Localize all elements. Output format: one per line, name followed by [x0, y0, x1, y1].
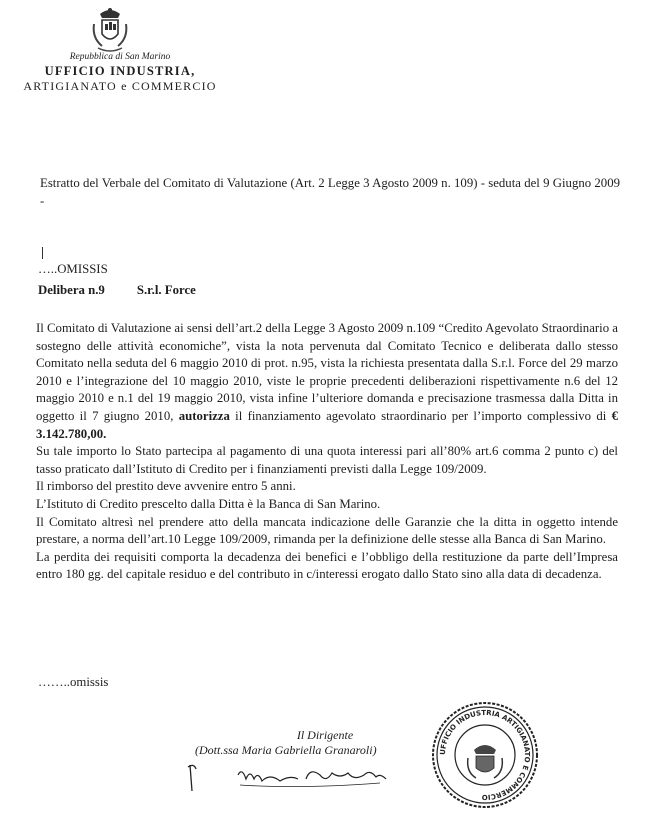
- paragraph-1-mid: il finanziamento agevolato straordinario per l’importo complessivo di: [229, 408, 612, 423]
- delibera-firm: S.r.l. Force: [136, 283, 196, 297]
- svg-text:UFFICIO INDUSTRIA ARTIGIANATO: [439, 709, 531, 801]
- delibera-number: Delibera n.9: [38, 283, 105, 297]
- office-name-line2: ARTIGIANATO e COMMERCIO: [23, 79, 217, 93]
- paragraph-4: L’Istituto di Credito prescelto dalla Ditta è la Banca di San Marino.: [36, 496, 381, 511]
- republic-name: Repubblica di San Marino: [69, 52, 171, 62]
- san-marino-crest-icon: [88, 4, 132, 54]
- document-body: [36, 320, 618, 584]
- paragraph-3: Il rimborso del prestito deve avvenire entro 5 anni.: [36, 479, 296, 494]
- signature-name: (Dott.ssa Maria Gabriella Granaroli): [195, 743, 377, 757]
- authorizes-bold: autorizza: [178, 408, 230, 423]
- paragraph-1-text: Il Comitato di Valutazione ai sensi dell’art.2 della Legge 3 Agosto 2009 n.109 “Credito Agevolato Straordinario a sostegno delle attività economiche”, vista la nota pervenuta dal Comitato Tecnico e deliberata dallo stesso Comitato nella seduta del 6 maggio 2010 di prot. n.95, vista la richiesta presentata dalla S.r.l. Force del 29 marzo 2010 e l’integrazione del 10 maggio 2010, viste le proprie precedenti deliberazioni rispettivamente n.6 del 12 maggio 2010 e n.1 del 19 maggio 2010, vista infine l’ulteriore domanda e precisazione trasmessa dalla Ditta in oggetto il 7 giugno 2010,: [36, 321, 618, 423]
- vertical-mark: [42, 247, 43, 259]
- office-name-line1: UFFICIO INDUSTRIA,: [44, 64, 196, 78]
- amount-bold: € 3.142.780,00.: [36, 408, 618, 441]
- omissis-top: …..OMISSIS: [38, 262, 108, 276]
- extract-title: Estratto del Verbale del Comitato di Valutazione (Art. 2 Legge 3 Agosto 2009 n. 109) - seduta del 9 Giugno 2009 -: [40, 176, 620, 208]
- handwritten-signature-icon: [180, 745, 410, 795]
- delibera-heading: [38, 282, 196, 300]
- paragraph-2: Su tale importo lo Stato partecipa al pagamento di una quota interessi pari all’80% art.6 comma 2 punto c) del tasso praticato dall’Istituto di Credito per i finanziamenti previsti dalla Legge 109/2009.: [36, 444, 618, 476]
- stamp-ring-text: UFFICIO INDUSTRIA ARTIGIANATO E COMMERCIO: [438, 708, 532, 802]
- official-stamp-icon: [430, 700, 540, 810]
- signature-role: Il Dirigente: [296, 728, 354, 742]
- paragraph-1: [36, 320, 618, 443]
- omissis-bottom: ……..omissis: [38, 675, 109, 689]
- paragraph-6: La perdita dei requisiti comporta la decadenza dei benefici e l’obbligo della restituzione da parte dell’Impresa entro 180 gg. del capitale residuo e del contributo in c/interessi erogato dallo Stato sino alla data di decadenza.: [36, 549, 618, 582]
- paragraph-5: Il Comitato altresì nel prendere atto della mancata indicazione delle Garanzie che la ditta in oggetto intende prestare, a norma dell’art.10 Legge 109/2009, rimanda per la definizione delle stesse alla Banca di San Marino.: [36, 514, 618, 547]
